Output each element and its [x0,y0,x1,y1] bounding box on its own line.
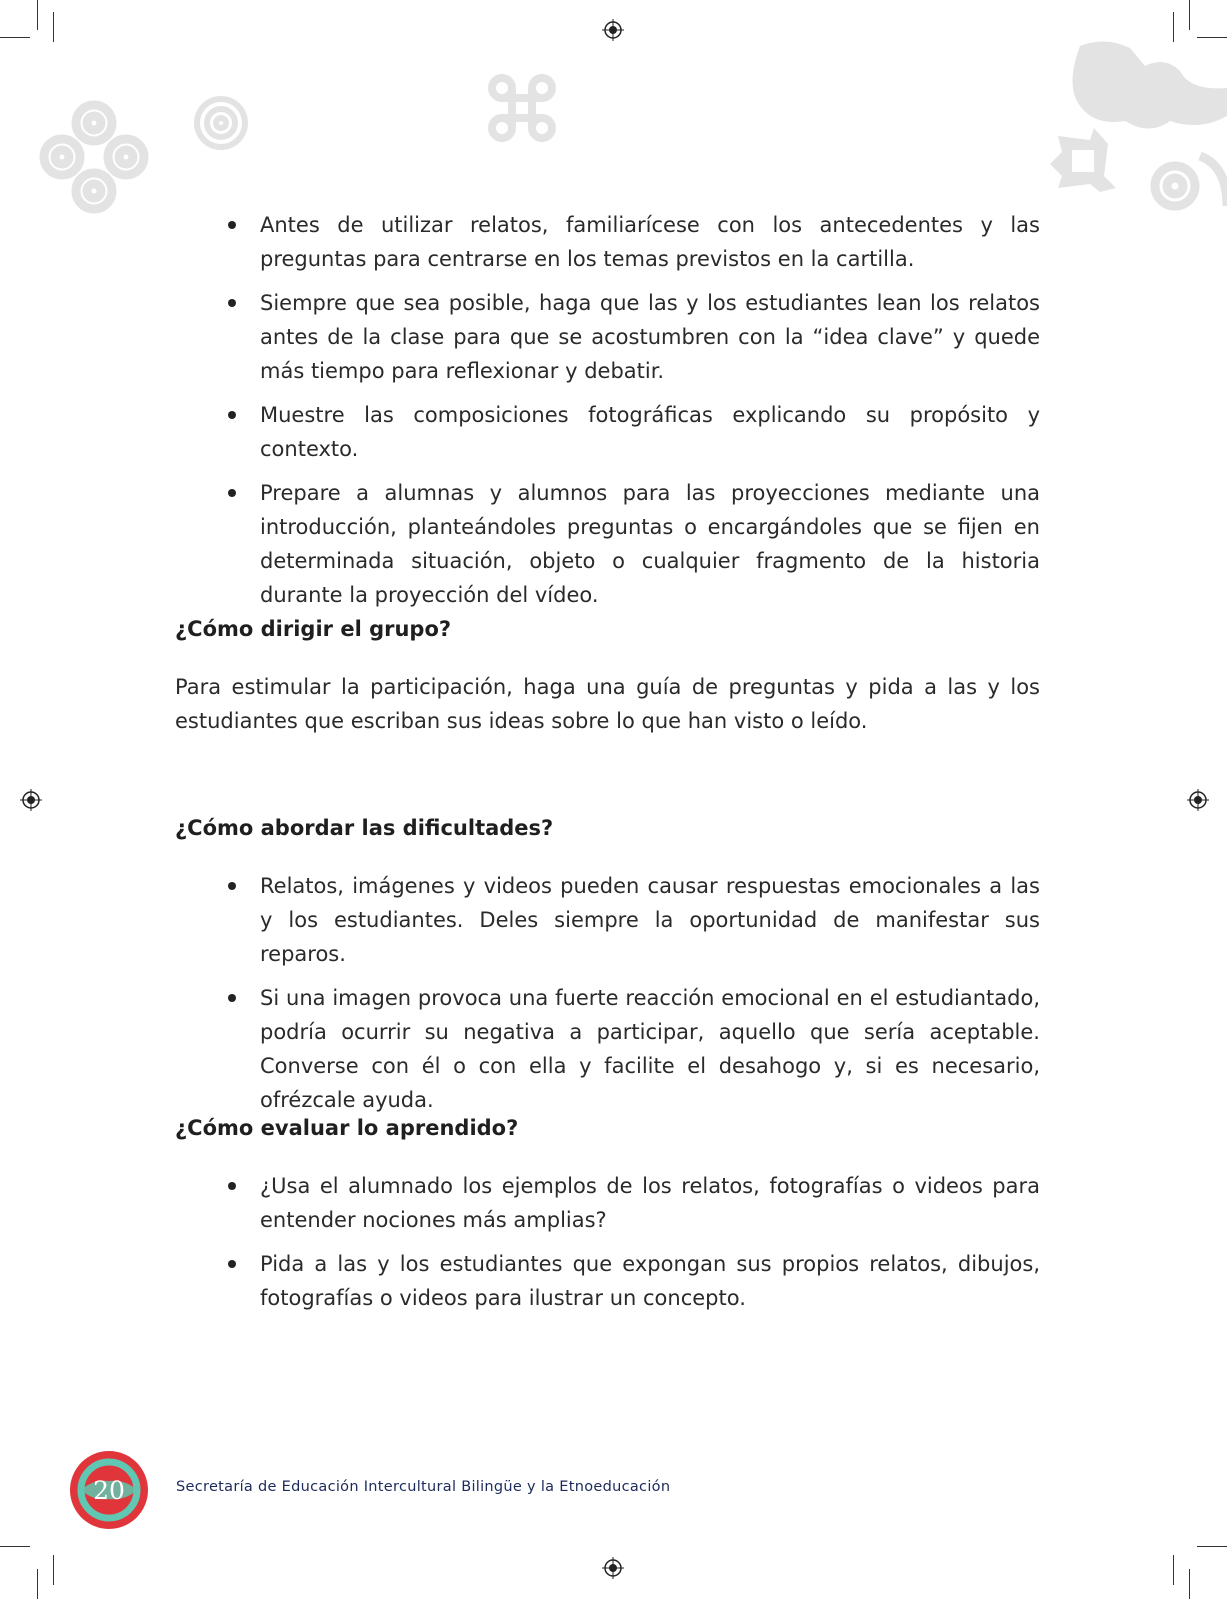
section-heading: ¿Cómo dirigir el grupo? [175,617,452,641]
section-intro-list [175,208,1040,622]
list-item: Relatos, imágenes y videos pueden causar respuestas emocionales a las y los estudiantes. Deles siempre la oportunidad de manifestar sus reparos. [175,869,1040,971]
section-heading: ¿Cómo abordar las dificultades? [175,816,554,840]
section-paragraph: Para estimular la participación, haga una guía de preguntas y pida a las y los estudiantes que escriban sus ideas sobre lo que han visto o leído. [175,675,1040,733]
knot-ornament [488,74,556,142]
list-item: Prepare a alumnas y alumnos para las proyecciones mediante una introducción, planteándoles preguntas o encargándoles que se fijen en determinada situación, objeto o cualquier fragmento de la historia durante la proyección del vídeo. [175,476,1040,612]
registration-mark-icon [20,789,42,811]
list-item: Muestre las composiciones fotográficas explicando su propósito y contexto. [175,398,1040,466]
crop-mark-tl-v2 [53,12,54,42]
list-item: ¿Usa el alumnado los ejemplos de los relatos, fotografías o videos para entender nociones más amplias? [175,1169,1040,1237]
registration-mark-icon [602,1557,624,1579]
crop-mark-tl-h [0,37,30,38]
page-number: 20 [93,1476,125,1505]
crop-mark-tr-v [1189,0,1190,30]
section-heading: ¿Cómo evaluar lo aprendido? [175,1116,519,1140]
list-item: Siempre que sea posible, haga que las y los estudiantes lean los relatos antes de la clase para que se acostumbren con la “idea clave” y quede más tiempo para reflexionar y debatir. [175,286,1040,388]
crop-mark-tl-v [37,0,38,30]
spiral-ornament [38,95,150,217]
list-item: Pida a las y los estudiantes que expongan sus propios relatos, dibujos, fotografías o videos para ilustrar un concepto. [175,1247,1040,1315]
crop-mark-br-v [1189,1569,1190,1599]
corner-ornament [1050,36,1227,246]
crop-mark-bl-h [0,1546,30,1547]
evaluation-list [175,1169,1040,1325]
crop-mark-br-v2 [1173,1555,1174,1585]
footer-publisher: Secretaría de Educación Intercultural Bilingüe y la Etnoeducación [176,1479,671,1495]
registration-mark-icon [602,19,624,41]
spiral-ornament [193,95,249,151]
registration-mark-icon [1187,789,1209,811]
list-item: Si una imagen provoca una fuerte reacción emocional en el estudiantado, podría ocurrir su negativa a participar, aquello que sería aceptable. Converse con él o con ella y facilite el desahogo y, si es necesario, ofrézcale ayuda. [175,981,1040,1117]
list-item: Antes de utilizar relatos, familiarícese con los antecedentes y las preguntas para centrarse en los temas previstos en la cartilla. [175,208,1040,276]
crop-mark-br-h [1197,1546,1227,1547]
page-number-badge [68,1449,150,1531]
difficulties-list [175,869,1040,1127]
crop-mark-bl-v [37,1569,38,1599]
crop-mark-bl-v2 [53,1555,54,1585]
